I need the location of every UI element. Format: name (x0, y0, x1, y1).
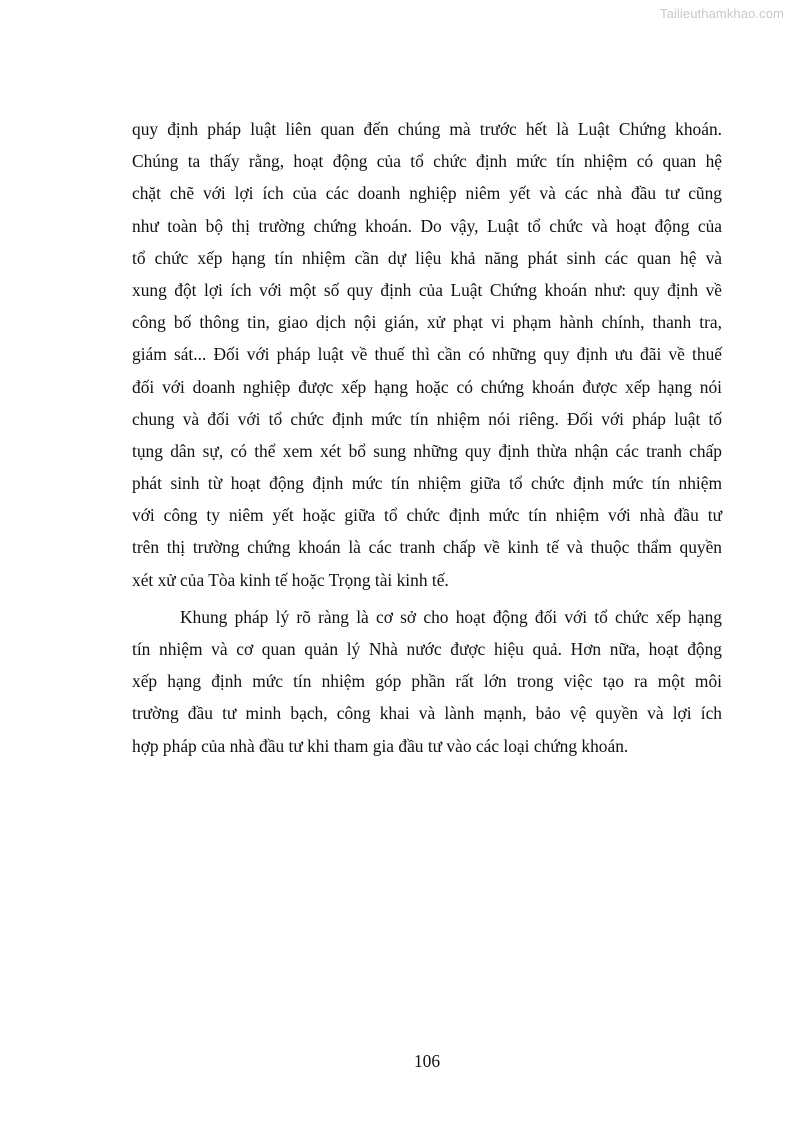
text-line: chung và đối với tổ chức định mức tín nhiệm nói riêng. Đối với pháp luật tố (132, 408, 722, 429)
text-line: xung đột lợi ích với một số quy định của Luật Chứng khoán như: quy định về (132, 279, 722, 300)
paragraph-1 (132, 113, 722, 596)
text-line: công bố thông tin, giao dịch nội gián, xử phạt vi phạm hành chính, thanh tra, (132, 312, 722, 333)
text-line: trên thị trường chứng khoán là các tranh chấp về kinh tế và thuộc thẩm quyền (132, 537, 722, 558)
text-line: đối với doanh nghiệp được xếp hạng hoặc có chứng khoán được xếp hạng nói (132, 376, 722, 397)
text-line: tín nhiệm và cơ quan quản lý Nhà nước được hiệu quả. Hơn nữa, hoạt động (132, 639, 722, 659)
text-line: giám sát... Đối với pháp luật về thuế thì cần có những quy định ưu đãi về thuế (132, 344, 722, 365)
text-line: tổ chức xếp hạng tín nhiệm cần dự liệu khả năng phát sinh các quan hệ và (132, 247, 722, 268)
text-line: phát sinh từ hoạt động định mức tín nhiệm giữa tổ chức định mức tín nhiệm (132, 473, 722, 494)
text-line: quy định pháp luật liên quan đến chúng mà trước hết là Luật Chứng khoán. (132, 119, 722, 139)
text-line: trường đầu tư minh bạch, công khai và lành mạnh, bảo vệ quyền và lợi ích (132, 703, 722, 724)
watermark: Tailieuthamkhao.com (659, 6, 784, 21)
text-line: tụng dân sự, có thể xem xét bổ sung những quy định thừa nhận các tranh chấp (132, 440, 722, 461)
text-line: Khung pháp lý rõ ràng là cơ sở cho hoạt động đối với tổ chức xếp hạng (180, 606, 722, 627)
text-line: như toàn bộ thị trường chứng khoán. Do vậy, Luật tổ chức và hoạt động của (132, 215, 722, 236)
text-line: xếp hạng định mức tín nhiệm góp phần rất lớn trong việc tạo ra một môi (132, 671, 722, 692)
text-line: hợp pháp của nhà đầu tư khi tham gia đầu tư vào các loại chứng khoán. (132, 735, 629, 756)
text-line: với công ty niêm yết hoặc giữa tổ chức định mức tín nhiệm với nhà đầu tư (132, 505, 722, 526)
page-number: 106 (413, 1051, 441, 1071)
document-body (132, 113, 722, 762)
text-line: xét xử của Tòa kinh tế hoặc Trọng tài kinh tế. (132, 569, 449, 590)
text-line: Chúng ta thấy rằng, hoạt động của tổ chức định mức tín nhiệm có quan hệ (132, 151, 722, 172)
paragraph-2 (132, 601, 722, 762)
text-line: chặt chẽ với lợi ích của các doanh nghiệp niêm yết và các nhà đầu tư cũng (132, 183, 722, 204)
